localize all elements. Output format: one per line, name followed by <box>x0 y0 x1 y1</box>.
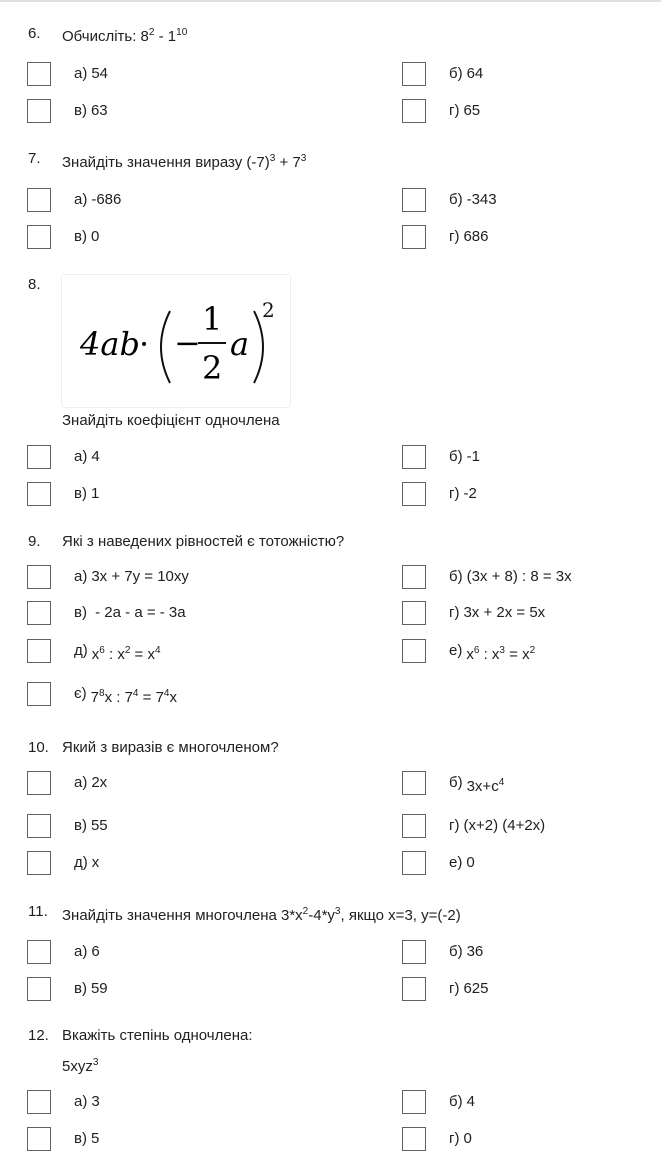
option-label: д) $x^6$ : $x^2 = x^4$ <box>74 642 161 663</box>
checkbox-square[interactable] <box>27 445 51 469</box>
formula-minus: − <box>174 324 201 362</box>
formula-left-paren <box>161 311 170 383</box>
question-text: Які з наведених рівностей є тотожністю? <box>62 533 345 550</box>
question-number: 7. <box>28 150 41 167</box>
question-number: 9. <box>28 533 41 550</box>
checkbox-square[interactable] <box>27 225 51 249</box>
option-label: в) 59 <box>74 980 108 997</box>
checkbox-square[interactable] <box>402 977 426 1001</box>
option-label: а) 3x + 7y = 10xy <box>74 568 189 585</box>
option-label: б) 4 <box>449 1093 475 1110</box>
checkbox-square[interactable] <box>27 940 51 964</box>
checkbox-square[interactable] <box>27 851 51 875</box>
option-label: б) (3x + 8) : 8 = 3x <box>449 568 572 585</box>
checkbox-square[interactable] <box>27 188 51 212</box>
checkbox-square[interactable] <box>27 62 51 86</box>
option-label: в) 55 <box>74 817 108 834</box>
checkbox-square[interactable] <box>402 1127 426 1151</box>
option-label: г) (x+2) (4+2x) <box>449 817 546 834</box>
checkbox-square[interactable] <box>402 771 426 795</box>
option-label: а) 3 <box>74 1093 100 1110</box>
question-number: 11. <box>28 903 48 920</box>
checkbox-square[interactable] <box>402 482 426 506</box>
option-label: д) x <box>74 854 100 871</box>
option-label: в) - 2a - a = - 3a <box>74 604 186 621</box>
formula-variable: a <box>230 325 250 363</box>
checkbox-square[interactable] <box>27 1127 51 1151</box>
checkbox-square[interactable] <box>402 99 426 123</box>
checkbox-square[interactable] <box>27 1090 51 1114</box>
option-label: в) 0 <box>74 228 100 245</box>
option-label: г) 0 <box>449 1130 472 1147</box>
question-text: Знайдіть коефіцієнт одночлена <box>62 412 280 429</box>
checkbox-square[interactable] <box>402 565 426 589</box>
option-label: б) -1 <box>449 448 480 465</box>
option-label: б) 64 <box>449 65 484 82</box>
checkbox-square[interactable] <box>402 814 426 838</box>
monomial-formula <box>62 275 290 407</box>
option-label: г) 65 <box>449 102 481 119</box>
option-label: е) 0 <box>449 854 475 871</box>
checkbox-square[interactable] <box>402 1090 426 1114</box>
option-label: а) 6 <box>74 943 100 960</box>
formula-image <box>61 274 291 408</box>
option-label: в) 63 <box>74 102 108 119</box>
question-text: Вкажіть степінь одночлена: <box>62 1027 253 1044</box>
formula-exponent: 2 <box>262 298 275 322</box>
monomial-expression: 5xyz$^3$ <box>62 1057 99 1075</box>
question-number: 10. <box>28 739 49 756</box>
formula-denominator: 2 <box>202 349 223 387</box>
option-label: є) $7^8x$ : $7^4 = 7^4x$ <box>74 685 177 706</box>
formula-coefficient: 4ab <box>80 325 140 363</box>
option-label: г) 686 <box>449 228 489 245</box>
checkbox-square[interactable] <box>27 565 51 589</box>
option-label: а) 54 <box>74 65 109 82</box>
option-label: в) 5 <box>74 1130 100 1147</box>
checkbox-square[interactable] <box>402 639 426 663</box>
option-label: г) 3x + 2x = 5x <box>449 604 546 621</box>
checkbox-square[interactable] <box>402 445 426 469</box>
option-label: г) -2 <box>449 485 477 502</box>
top-divider <box>0 0 661 2</box>
question-text: Обчисліть: $8^2 - 1^{10}$ <box>62 27 188 45</box>
option-label: е) $x^6$ : $x^3 = x^2$ <box>449 642 536 663</box>
checkbox-square[interactable] <box>27 601 51 625</box>
formula-dot: · <box>139 325 150 363</box>
option-label: а) 2x <box>74 774 108 791</box>
checkbox-square[interactable] <box>27 682 51 706</box>
checkbox-square[interactable] <box>27 639 51 663</box>
question-text: Який з виразів є многочленом? <box>62 739 279 756</box>
checkbox-square[interactable] <box>402 188 426 212</box>
option-label: б) 36 <box>449 943 484 960</box>
option-label: в) 1 <box>74 485 100 502</box>
checkbox-square[interactable] <box>27 814 51 838</box>
formula-numerator: 1 <box>202 300 223 338</box>
checkbox-square[interactable] <box>27 99 51 123</box>
question-text: Знайдіть значення виразу $(-7)^3 + 7^3$ <box>62 153 307 171</box>
option-label: г) 625 <box>449 980 489 997</box>
option-label: а) 4 <box>74 448 100 465</box>
option-label: б) $3x+c^4$ <box>449 774 505 795</box>
question-number: 6. <box>28 25 41 42</box>
question-text: Знайдіть значення многочлена $3*x^2-4*y^3$, якщо x=3, y=(-2) <box>62 906 461 924</box>
checkbox-square[interactable] <box>402 62 426 86</box>
checkbox-square[interactable] <box>402 940 426 964</box>
checkbox-square[interactable] <box>402 601 426 625</box>
checkbox-square[interactable] <box>27 771 51 795</box>
checkbox-square[interactable] <box>27 977 51 1001</box>
option-label: а) -686 <box>74 191 122 208</box>
question-number: 12. <box>28 1027 49 1044</box>
option-label: б) -343 <box>449 191 497 208</box>
question-number: 8. <box>28 276 41 293</box>
checkbox-square[interactable] <box>402 225 426 249</box>
checkbox-square[interactable] <box>27 482 51 506</box>
checkbox-square[interactable] <box>402 851 426 875</box>
